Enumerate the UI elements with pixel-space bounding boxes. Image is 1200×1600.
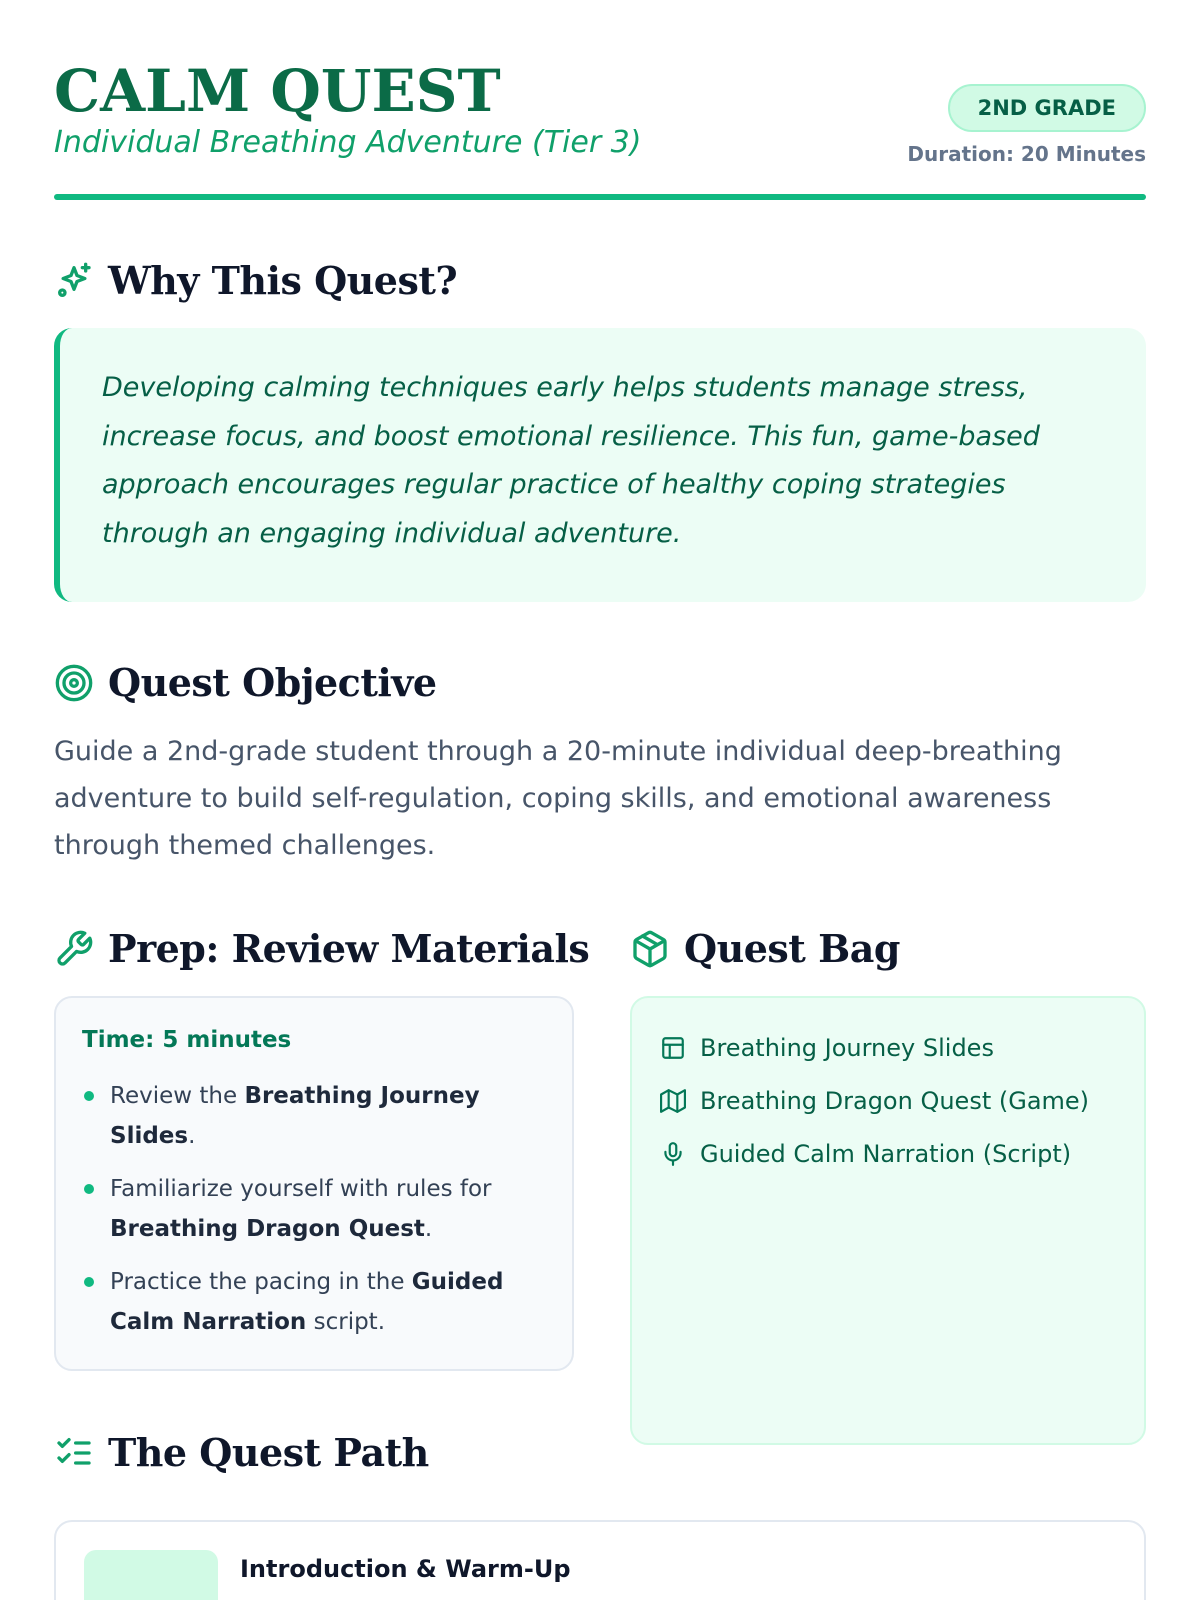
why-heading-text: Why This Quest? xyxy=(108,258,458,303)
prep-card xyxy=(54,996,574,1371)
prep-time: Time: 5 minutes xyxy=(82,1027,292,1053)
why-body: Developing calming techniques early helps students manage stress, increase focus, and boost emotional resilience. This fun, game-based approach encourages regular practice of healthy coping strategies through an engaging individual adventure. xyxy=(102,372,1040,549)
page-title: CALM QUEST xyxy=(54,57,501,125)
objective-body: Guide a 2nd-grade student through a 20-minute individual deep-breathing adventure to build self-regulation, coping skills, and emotional awareness through themed challenges. xyxy=(54,736,1062,861)
bag-item-slides xyxy=(660,1028,1116,1068)
prep-heading xyxy=(54,924,589,974)
bullet-dot xyxy=(84,1277,94,1287)
map-icon xyxy=(660,1088,686,1114)
duration-label: Duration: 20 Minutes xyxy=(907,142,1146,166)
why-callout xyxy=(54,328,1146,602)
list-item: Practice the pacing in the Guided Calm Narration script. xyxy=(82,1262,546,1342)
objective-heading xyxy=(54,658,437,708)
page-header xyxy=(54,58,1146,200)
step-time-block xyxy=(84,1550,218,1600)
bag-item-script xyxy=(660,1134,1116,1174)
bag-heading-text: Quest Bag xyxy=(684,926,900,971)
path-heading-text: The Quest Path xyxy=(108,1430,429,1475)
prep-list xyxy=(82,1076,546,1342)
bag-item-label: Breathing Dragon Quest (Game) xyxy=(700,1087,1090,1115)
path-step-card xyxy=(54,1520,1146,1600)
layout-icon xyxy=(660,1035,686,1061)
microphone-icon xyxy=(660,1141,686,1167)
package-icon xyxy=(630,929,670,969)
page-subtitle: Individual Breathing Adventure (Tier 3) xyxy=(54,125,642,160)
bag-item-game xyxy=(660,1081,1116,1121)
sparkles-icon xyxy=(54,261,94,301)
list-item: Review the Breathing Journey Slides. xyxy=(82,1076,546,1156)
header-divider xyxy=(54,194,1146,200)
prep-heading-text: Prep: Review Materials xyxy=(108,926,590,971)
bag-heading xyxy=(630,924,900,974)
bag-item-label: Breathing Journey Slides xyxy=(700,1034,994,1062)
step-title: Introduction & Warm-Up xyxy=(240,1555,571,1583)
bag-card xyxy=(630,996,1146,1445)
bag-item-label: Guided Calm Narration (Script) xyxy=(700,1140,1072,1168)
path-heading xyxy=(54,1428,429,1478)
bullet-dot xyxy=(84,1091,94,1101)
bullet-dot xyxy=(84,1184,94,1194)
why-heading xyxy=(54,256,457,306)
objective-heading-text: Quest Objective xyxy=(108,660,437,705)
lesson-page xyxy=(54,0,1146,1600)
list-checks-icon xyxy=(54,1433,94,1473)
grade-badge: 2ND GRADE xyxy=(948,84,1146,132)
target-icon xyxy=(54,663,94,703)
wrench-icon xyxy=(54,929,94,969)
list-item: Familiarize yourself with rules for Breathing Dragon Quest. xyxy=(82,1169,546,1249)
